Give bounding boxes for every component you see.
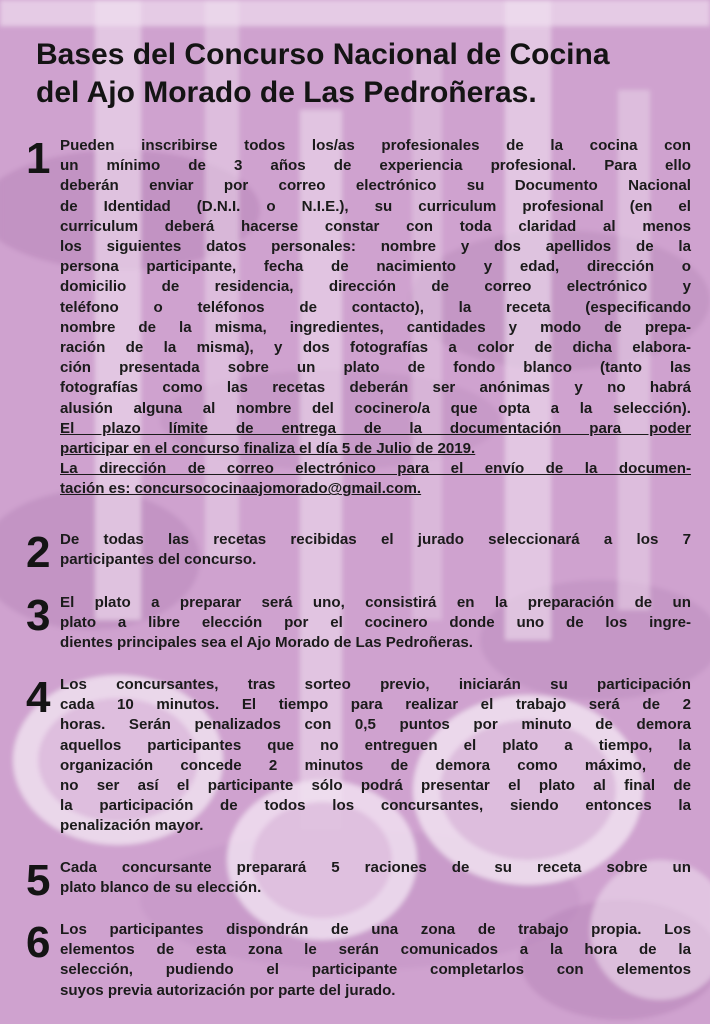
rule-text — [60, 593, 691, 654]
text-line: selección, pudiendo el participante completarlos con elementos — [60, 961, 691, 979]
text-line: dientes principales sea el Ajo Morado de Las Pedroñeras. — [60, 634, 473, 652]
deadline-text-line: participar en el concurso finaliza el día 5 de Julio de 2019. — [60, 440, 476, 458]
text-line: fotografías como las recetas deberán ser anónimas y no habrá — [60, 379, 691, 397]
text-line: penalización mayor. — [60, 817, 204, 835]
rule-text — [60, 858, 691, 898]
text-line: nombre de la misma, ingredientes, cantidades y modo de prepa- — [60, 318, 691, 336]
rule-2 — [26, 530, 691, 576]
text-line: plato a libre elección por el cocinero donde uno de los ingre- — [60, 614, 691, 632]
text-line: persona participante, fecha de nacimiento y edad, dirección o — [60, 258, 691, 276]
text-line: cada 10 minutos. El tiempo para realizar el trabajo será de 2 — [60, 696, 691, 714]
text-line: alusión alguna al nombre del cocinero/a que opta a la selección). — [60, 399, 691, 417]
text-line: De todas las recetas recibidas el jurado seleccionará a los 7 — [60, 531, 691, 548]
rule-4 — [26, 675, 691, 837]
text-line: ración de la misma), y dos fotografías a color de dicha elabora- — [60, 339, 691, 357]
text-line: curriculum deberá hacerse constar con toda claridad al menos — [60, 217, 691, 235]
rule-number: 2 — [26, 528, 51, 577]
text-line: deberán enviar por correo electrónico su Documento Nacional — [60, 177, 691, 195]
text-line: plato blanco de su elección. — [60, 879, 262, 897]
rule-text — [60, 920, 691, 1001]
text-line: El plato a preparar será uno, consistirá en la preparación de un — [60, 594, 691, 611]
rule-number: 4 — [26, 673, 51, 722]
text-line: un mínimo de 3 años de experiencia profesional. Para ello — [60, 157, 691, 175]
rule-1 — [26, 136, 691, 500]
text-line: Los concursantes, tras sorteo previo, iniciarán su participación — [60, 676, 691, 693]
email-text-line: La dirección de correo electrónico para el envío de la documen- — [60, 460, 691, 478]
email-text-line: tación es: concursococinaajomorado@gmail.com. — [60, 480, 422, 498]
text-line: elementos de esta zona le serán comunicados a la hora de la — [60, 941, 691, 959]
rule-text — [60, 136, 691, 500]
text-line: la participación de todos los concursantes, siendo entonces la — [60, 797, 691, 815]
text-line: no ser así el participante sólo podrá presentar el plato al final de — [60, 777, 691, 795]
title-line: del Ajo Morado de Las Pedroñeras. — [36, 76, 537, 109]
rule-3 — [26, 593, 691, 654]
text-line: aquellos participantes que no entreguen el plato a tiempo, la — [60, 736, 691, 754]
rule-text — [60, 530, 691, 570]
text-line: Los participantes dispondrán de una zona de trabajo propia. Los — [60, 921, 691, 938]
text-line: Pueden inscribirse todos los/as profesionales de la cocina con — [60, 137, 691, 154]
text-line: de Identidad (D.N.I. o N.I.E.), su curriculum profesional (en el — [60, 197, 691, 215]
rule-number: 5 — [26, 856, 51, 905]
text-line: participantes del concurso. — [60, 551, 257, 569]
rule-5 — [26, 858, 691, 904]
title-line: Bases del Concurso Nacional de Cocina — [36, 38, 610, 71]
rule-number: 6 — [26, 918, 51, 967]
text-line: organización concede 2 minutos de demora como máximo, de — [60, 756, 691, 774]
page-title — [36, 36, 696, 112]
deadline-text-line: El plazo límite de entrega de la documentación para poder — [60, 419, 691, 437]
text-line: horas. Serán penalizados con 0,5 puntos por minuto de demora — [60, 716, 691, 734]
rule-6 — [26, 920, 691, 1001]
rule-number: 3 — [26, 591, 51, 640]
rule-number: 1 — [26, 134, 51, 183]
text-line: Cada concursante preparará 5 raciones de su receta sobre un — [60, 859, 691, 876]
text-line: suyos previa autorización por parte del jurado. — [60, 981, 396, 999]
text-line: teléfono o teléfonos de contacto), la receta (especificando — [60, 298, 691, 316]
text-line: domicilio de residencia, dirección de correo electrónico y — [60, 278, 691, 296]
rule-text — [60, 675, 691, 837]
text-line: los siguientes datos personales: nombre y dos apellidos de la — [60, 238, 691, 256]
text-line: ción presentada sobre un plato de fondo blanco (tanto las — [60, 359, 691, 377]
